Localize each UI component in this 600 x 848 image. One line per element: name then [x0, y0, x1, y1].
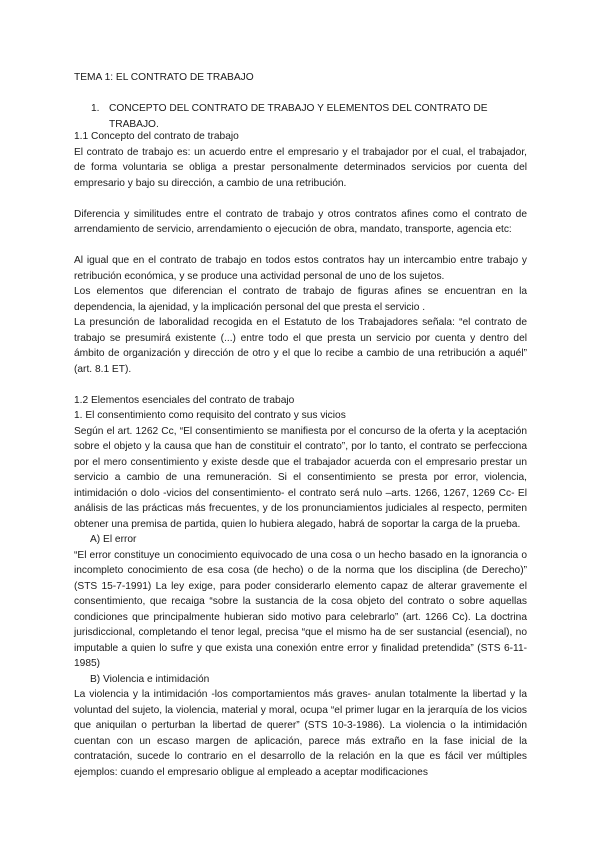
- paragraph-differences: Diferencia y similitudes entre el contrato de trabajo y otros contratos afines como el contrato de arrendamiento de servicio, arrendamiento o ejecución de obra, mandato, transporte, agencia etc:: [74, 208, 527, 235]
- subsection-consent-heading: 1. El consentimiento como requisito del contrato y sus vicios: [74, 410, 346, 421]
- paragraph-error: “El error constituye un conocimiento equivocado de una cosa o un hecho basado en la ignorancia o incompleto conocimiento de esa cosa (de hecho) o de la norma que los disciplina (de Derecho)” (STS 15-7-1991) La ley exige, para poder considerarlo elemento capaz de alterar gravemente el consentimiento, que recaiga “sobre la sustancia de la cosa objeto del contrato o sobre aquellas condiciones que principalmente hubieran sido motivo para celebrarlo” (art. 1266 Cc). La doctrina jurisdiccional, completando el tenor legal, precisa “que el mismo ha de ser sustancial (esencial), no imputable a quien lo sufre y que exista una conexión entre error y finalidad pretendida” (STS 6-11-1985): [74, 549, 527, 669]
- paragraph-elements: Los elementos que diferencian el contrato de trabajo de figuras afines se encuentran en la dependencia, la ajenidad, y la implicación personal del que presta el servicio .: [74, 286, 527, 313]
- paragraph-consent: Según el art. 1262 Cc, “El consentimiento se manifiesta por el concurso de la oferta y la aceptación sobre el objeto y la causa que han de constituir el contrato”, por lo tanto, el contrato se perfecciona por el mero consentimiento y existe desde que el trabajador acuerda con el empresario prestar un servicio a cambio de una remuneración. Si el consentimiento se presta por error, violencia, intimidación o dolo -vicios del consentimiento- el contrato será nulo –arts. 1266, 1267, 1269 Cc- El análisis de las prácticas más frecuentes, y de los pronunciamientos judiciales al respecto, permiten obtener una premisa de partida, quien lo hubiera alegado, habrá de soportar la carga de la prueba.: [74, 425, 527, 530]
- paragraph-violence: La violencia y la intimidación -los comportamientos más graves- anulan totalmente la libertad y la voluntad del sujeto, la violencia, material y moral, ocupa “el primer lugar en la jerarquía de los vicios que aniquilan o perturban la libertad de querer” (STS 10-3-1986). La violencia o la intimidación cuentan con un escaso margen de aplicación, parece más extraño en la fase inicial de la contratación, sucede lo contrario en el desarrollo de la relación en la que es fácil ver múltiples ejemplos: cuando el empresario obligue al empleado a aceptar modificaciones: [74, 689, 527, 778]
- paragraph-similarities: Al igual que en el contrato de trabajo en todos estos contratos hay un intercambio entre trabajo y retribución económica, y se produce una actividad personal de uno de los sujetos.: [74, 255, 527, 282]
- subsection-b-heading: B) Violencia e intimidación: [90, 673, 210, 685]
- document-title: TEMA 1: EL CONTRATO DE TRABAJO: [74, 72, 254, 83]
- subsection-1-2-heading: 1.2 Elementos esenciales del contrato de trabajo: [74, 394, 295, 406]
- document-body: [74, 129, 527, 780]
- subsection-1-1-heading: 1.1 Concepto del contrato de trabajo: [74, 131, 239, 142]
- paragraph-presumption: La presunción de laboralidad recogida en el Estatuto de los Trabajadores señala: “el contrato de trabajo se presumirá existente (...) entre todo el que presta un servicio por cuenta y dentro del ámbito de organización y dirección de otro y el que lo recibe a cambio de una retribución a aquél” (art. 8.1 ET).: [74, 317, 527, 375]
- section-1-number: 1.: [91, 103, 100, 114]
- paragraph-definition: El contrato de trabajo es: un acuerdo entre el empresario y el trabajador por el cual, el trabajador, de forma voluntaria se obliga a prestar personalmente determinados servicios por cuenta del empresario y bajo su dirección, a cambio de una retribución.: [74, 146, 527, 189]
- section-1-title: CONCEPTO DEL CONTRATO DE TRABAJO Y ELEMENTOS DEL CONTRATO DE TRABAJO.: [109, 103, 488, 130]
- subsection-a-heading: A) El error: [90, 534, 137, 545]
